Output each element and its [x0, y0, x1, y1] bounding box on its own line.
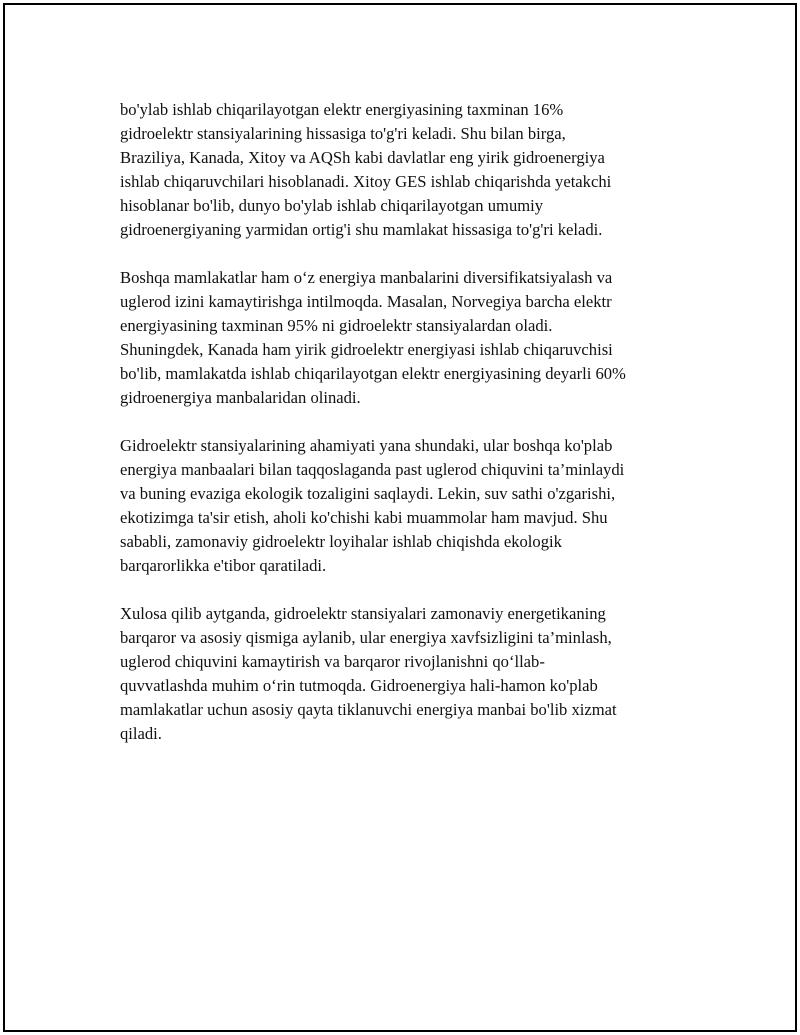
- text-line: bo'ylab ishlab chiqarilayotgan elektr energiyasining taxminan 16%: [120, 100, 564, 119]
- document-page: [3, 3, 797, 1032]
- text-line: barqaror va asosiy qismiga aylanib, ular energiya xavfsizligini ta’minlash,: [120, 628, 612, 647]
- text-line: hisoblanar bo'lib, dunyo bo'ylab ishlab chiqarilayotgan umumiy: [120, 196, 544, 215]
- text-line: bo'lib, mamlakatda ishlab chiqarilayotgan elektr energiyasining deyarli 60%: [120, 364, 626, 383]
- paragraph-2: [120, 266, 690, 410]
- text-line: quvvatlashda muhim o‘rin tutmoqda. Gidroenergiya hali-hamon ko'plab: [120, 676, 598, 695]
- text-line: va buning evaziga ekologik tozaligini saqlaydi. Lekin, suv sathi o'zgarishi,: [120, 484, 616, 503]
- text-line: Boshqa mamlakatlar ham o‘z energiya manbalarini diversifikatsiyalash va: [120, 268, 613, 287]
- text-line: Braziliya, Kanada, Xitoy va AQSh kabi davlatlar eng yirik gidroenergiya: [120, 148, 605, 167]
- text-line: barqarorlikka e'tibor qaratiladi.: [120, 556, 327, 575]
- text-line: gidroenergiyaning yarmidan ortig'i shu mamlakat hissasiga to'g'ri keladi.: [120, 220, 603, 239]
- text-line: energiya manbaalari bilan taqqoslaganda past uglerod chiquvini ta’minlaydi: [120, 460, 625, 479]
- text-line: sababli, zamonaviy gidroelektr loyihalar ishlab chiqishda ekologik: [120, 532, 562, 551]
- text-line: Gidroelektr stansiyalarining ahamiyati yana shundaki, ular boshqa ko'plab: [120, 436, 613, 455]
- text-line: ekotizimga ta'sir etish, aholi ko'chishi kabi muammolar ham mavjud. Shu: [120, 508, 608, 527]
- text-line: ishlab chiqaruvchilari hisoblanadi. Xitoy GES ishlab chiqarishda yetakchi: [120, 172, 612, 191]
- text-line: mamlakatlar uchun asosiy qayta tiklanuvchi energiya manbai bo'lib xizmat: [120, 700, 617, 719]
- text-line: gidroenergiya manbalaridan olinadi.: [120, 388, 361, 407]
- text-line: gidroelektr stansiyalarining hissasiga to'g'ri keladi. Shu bilan birga,: [120, 124, 566, 143]
- document-body: [120, 98, 690, 770]
- text-line: qiladi.: [120, 724, 162, 743]
- text-line: Xulosa qilib aytganda, gidroelektr stansiyalari zamonaviy energetikaning: [120, 604, 606, 623]
- paragraph-1: [120, 98, 690, 242]
- paragraph-4: [120, 602, 690, 746]
- text-line: uglerod izini kamaytirishga intilmoqda. Masalan, Norvegiya barcha elektr: [120, 292, 612, 311]
- paragraph-3: [120, 434, 690, 578]
- text-line: energiyasining taxminan 95% ni gidroelektr stansiyalardan oladi.: [120, 316, 553, 335]
- text-line: uglerod chiquvini kamaytirish va barqaror rivojlanishni qo‘llab-: [120, 652, 545, 671]
- text-line: Shuningdek, Kanada ham yirik gidroelektr energiyasi ishlab chiqaruvchisi: [120, 340, 613, 359]
